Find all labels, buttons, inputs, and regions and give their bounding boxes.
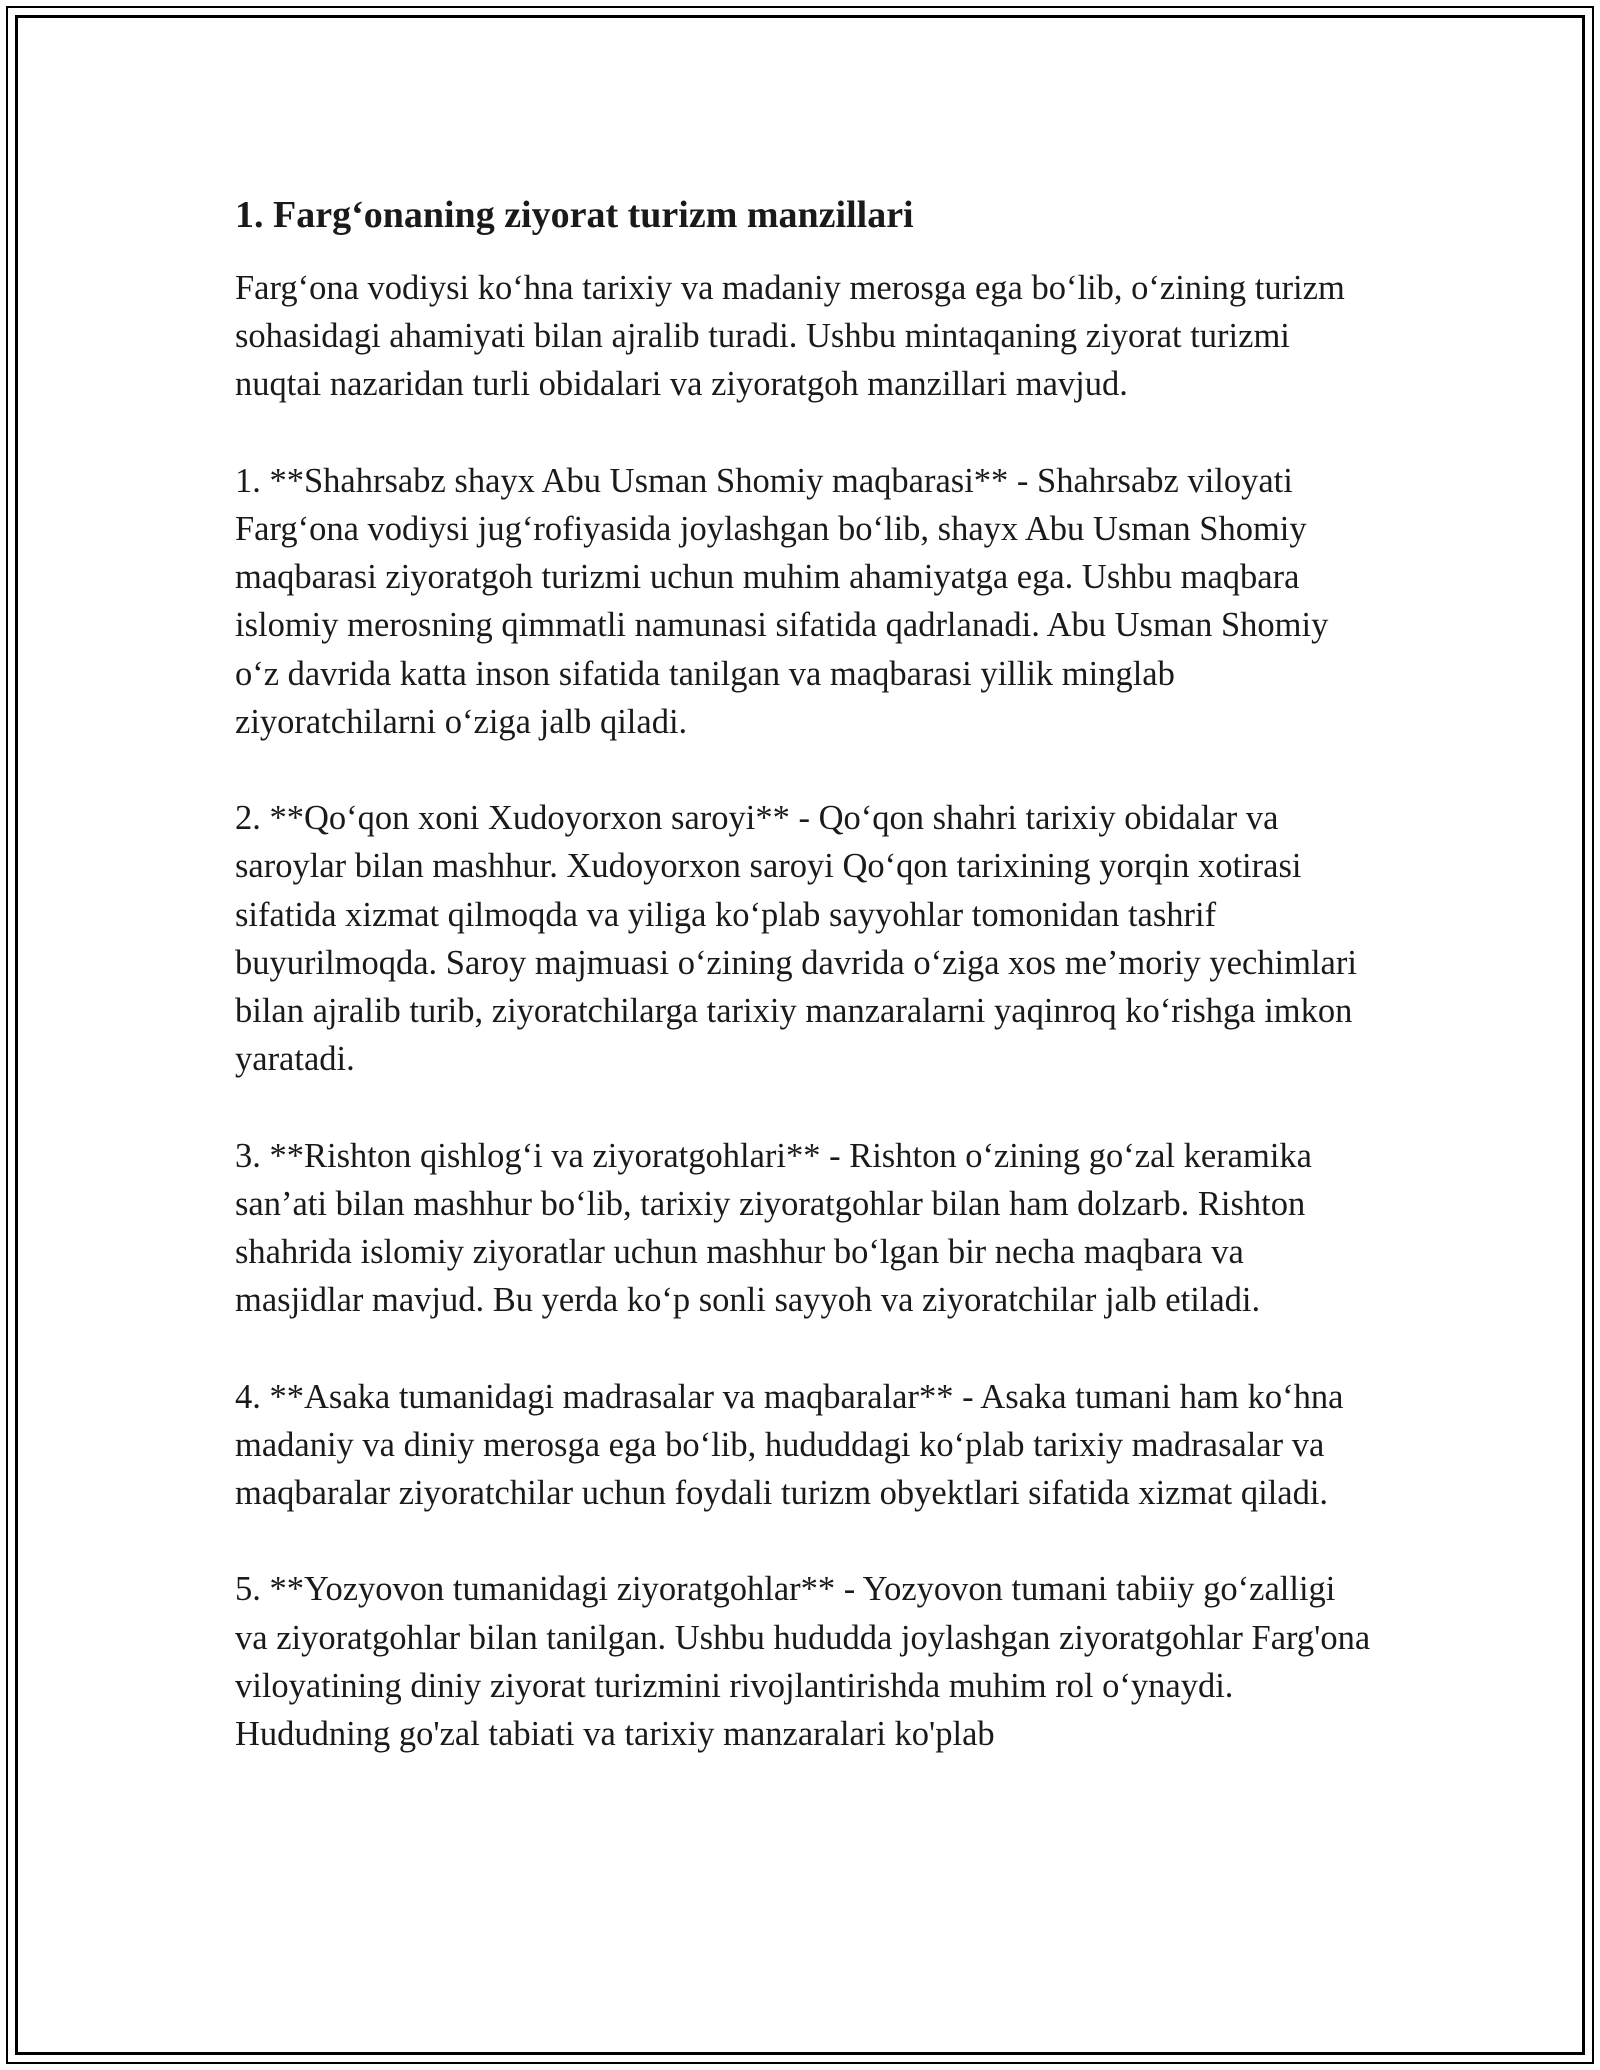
paragraph-item-3: 3. **Rishton qishlog‘i va ziyoratgohlari** - Rishton o‘zining go‘zal keramika san’ati bilan mashhur bo‘lib, tarixiy ziyoratgohlar bilan ham dolzarb. Rishton shahrida islomiy ziyoratlar uchun mashhur bo‘lgan bir necha maqbara va masjidlar mavjud. Bu yerda ko‘p sonli sayyoh va ziyoratchilar jalb etiladi. xyxy=(235,1136,1312,1320)
paragraph-item-4: 4. **Asaka tumanidagi madrasalar va maqbaralar** - Asaka tumani ham ko‘hna madaniy va diniy merosga ega bo‘lib, hududdagi ko‘plab tarixiy madrasalar va maqbaralar ziyoratchilar uchun foydali turizm obyektlari sifatida xizmat qiladi. xyxy=(235,1377,1344,1513)
paragraph-intro: Farg‘ona vodiysi ko‘hna tarixiy va madaniy merosga ega bo‘lib, o‘zining turizm sohasidagi ahamiyati bilan ajralib turadi. Ushbu mintaqaning ziyorat turizmi nuqtai nazaridan turli obidalari va ziyoratgoh manzillari mavjud. xyxy=(235,269,1345,404)
document-body xyxy=(235,182,1375,1806)
paragraph-item-2: 2. **Qo‘qon xoni Xudoyorxon saroyi** - Qo‘qon shahri tarixiy obidalar va saroylar bilan mashhur. Xudoyorxon saroyi Qo‘qon tarixining yorqin xotirasi sifatida xizmat qilmoqda va yiliga ko‘plab sayyohlar tomonidan tashrif buyurilmoqda. Saroy majmuasi o‘zining davrida o‘ziga xos me’moriy yechimlari bilan ajralib turib, ziyoratchilarga tarixiy manzaralarni yaqinroq ko‘rishga imkon yaratadi. xyxy=(235,799,1357,1079)
document-title: 1. Farg‘onaning ziyorat turizm manzillari xyxy=(235,194,914,236)
paragraph-item-5: 5. **Yozyovon tumanidagi ziyoratgohlar** - Yozyovon tumani tabiiy go‘zalligi va ziyoratgohlar bilan tanilgan. Ushbu hududda joylashgan ziyoratgohlar Farg'ona viloyatining diniy ziyorat turizmini rivojlantirishda muhim rol o‘ynaydi. Hududning go'zal tabiati va tarixiy manzaralari ko'plab xyxy=(235,1570,1371,1754)
paragraph-item-1: 1. **Shahrsabz shayx Abu Usman Shomiy maqbarasi** - Shahrsabz viloyati Farg‘ona vodiysi jug‘rofiyasida joylashgan bo‘lib, shayx Abu Usman Shomiy maqbarasi ziyoratgoh turizmi uchun muhim ahamiyatga ega. Ushbu maqbara islomiy merosning qimmatli namunasi sifatida qadrlanadi. Abu Usman Shomiy o‘z davrida katta inson sifatida tanilgan va maqbarasi yillik minglab ziyoratchilarni o‘ziga jalb qiladi. xyxy=(235,461,1329,741)
